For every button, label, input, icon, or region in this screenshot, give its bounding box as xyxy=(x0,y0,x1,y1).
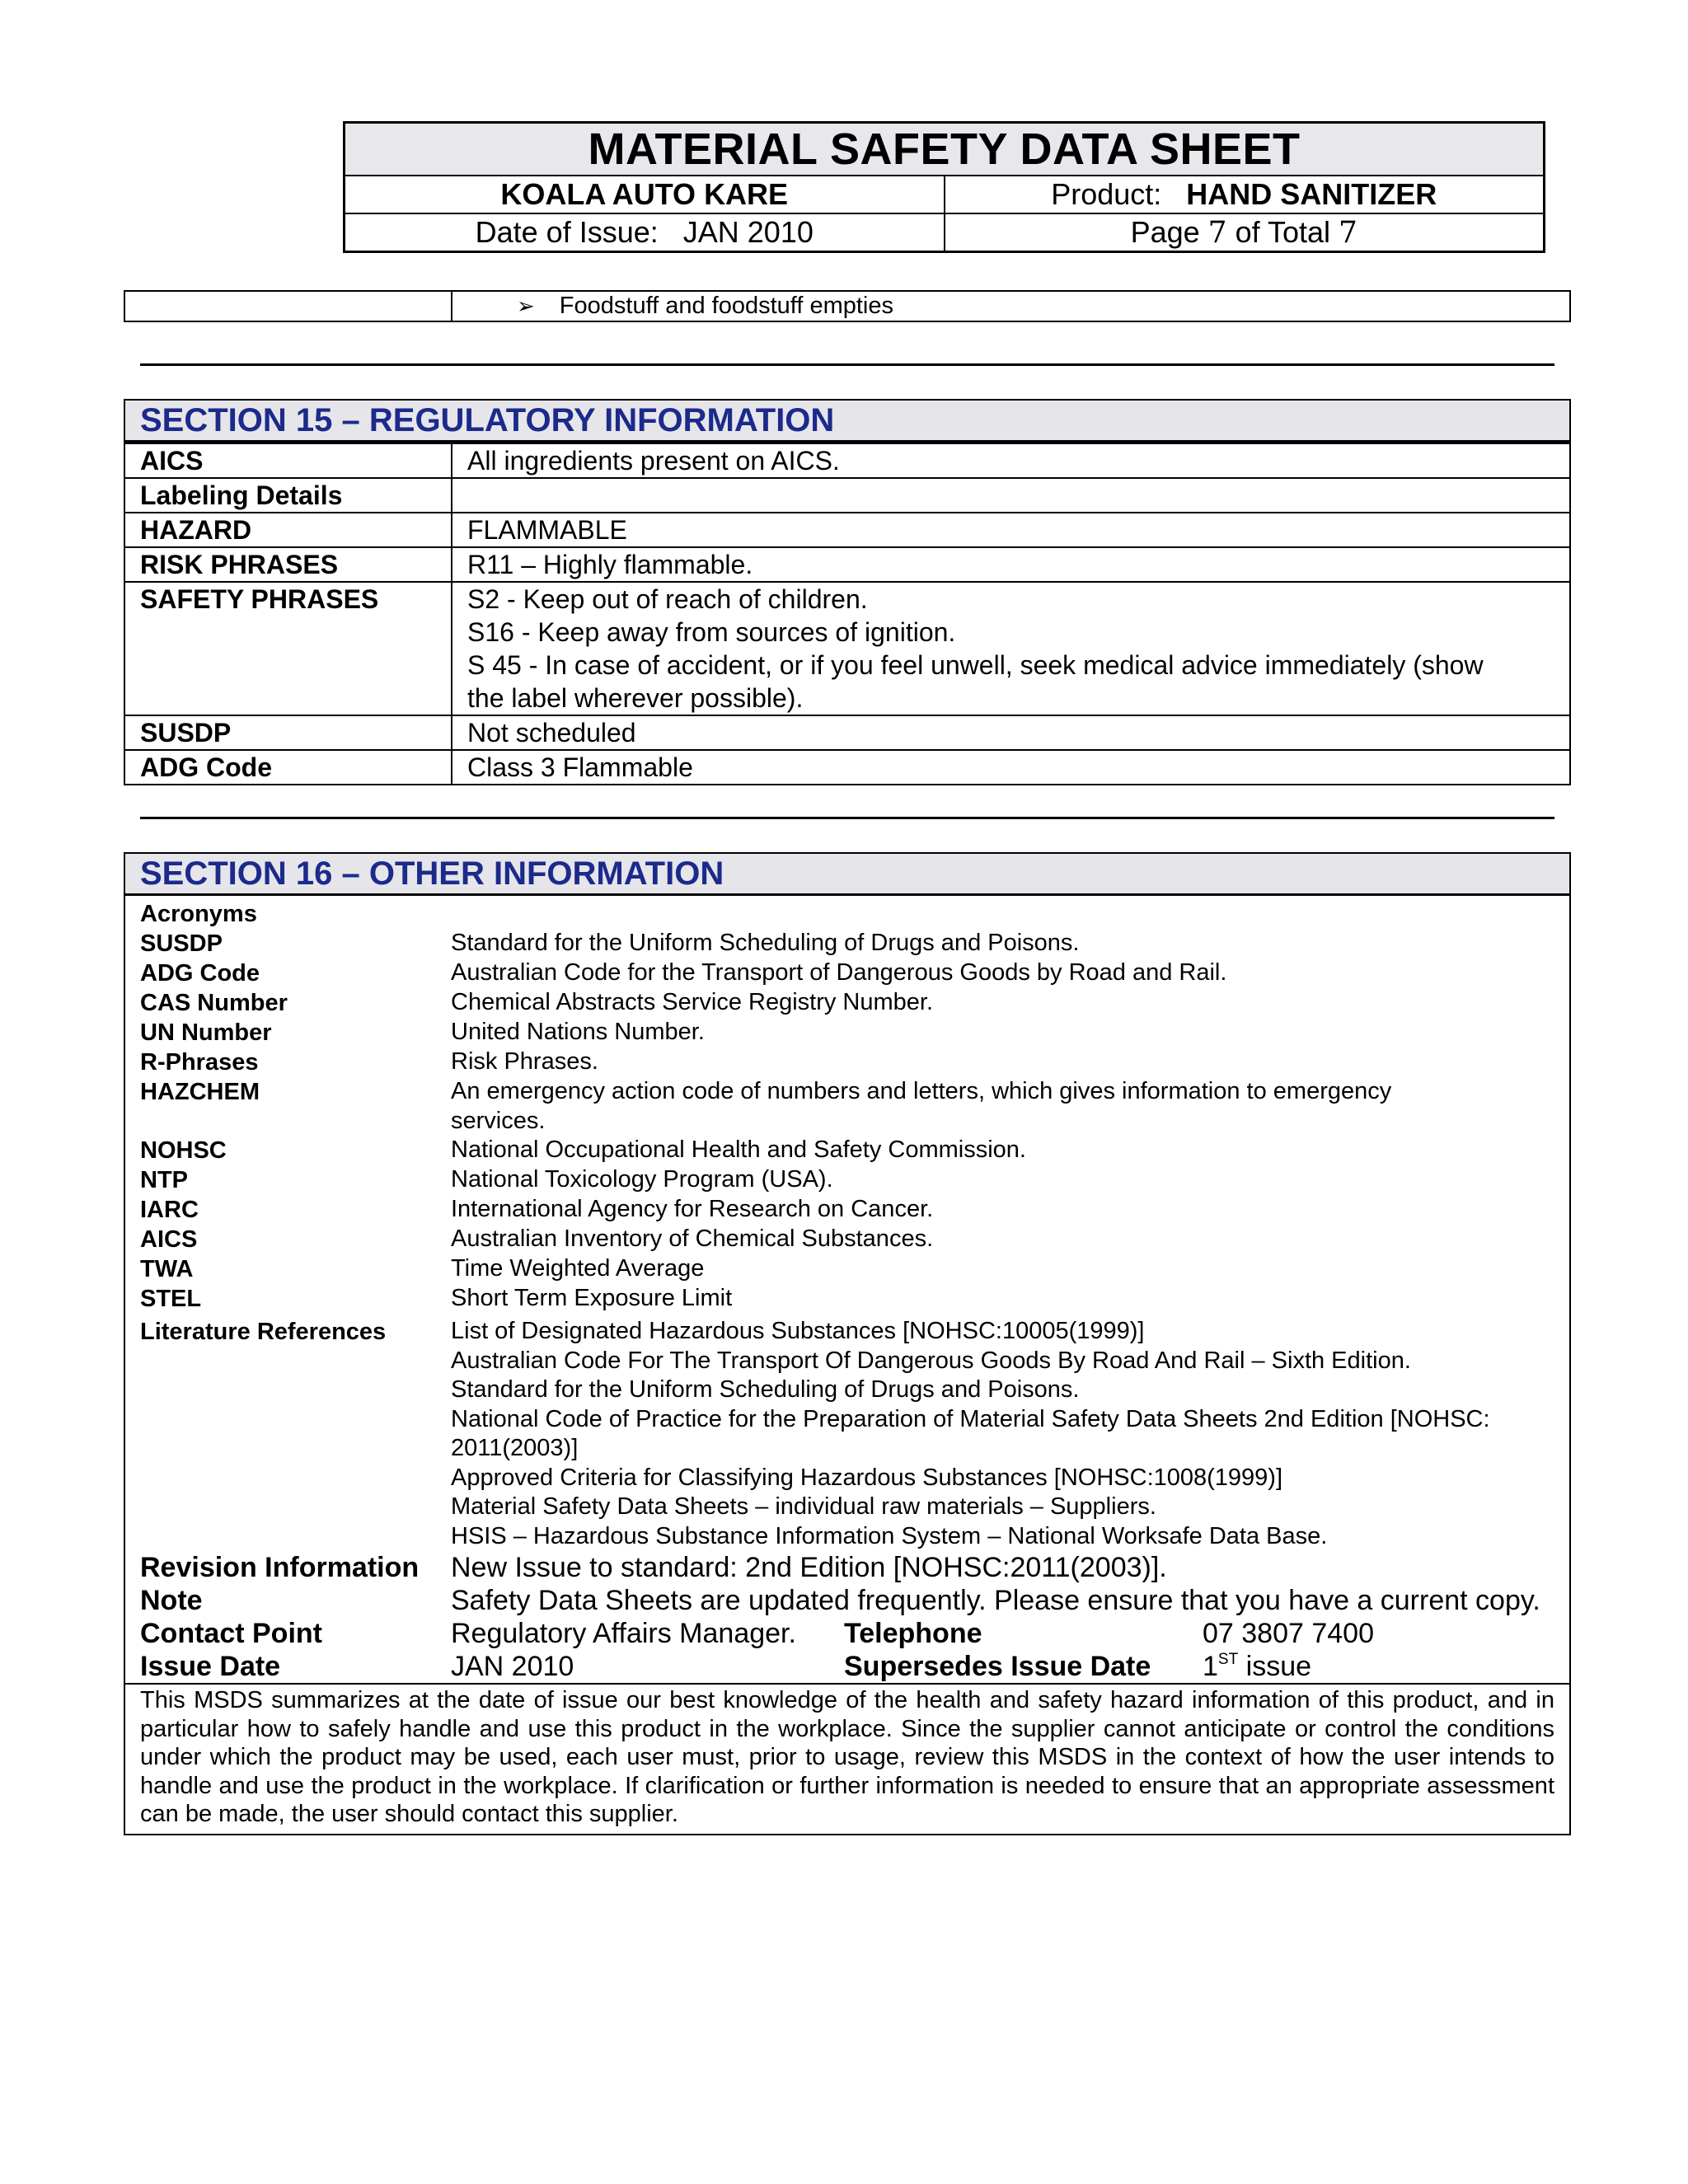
table-row xyxy=(125,715,1569,749)
list-item: TWA Time Weighted Average xyxy=(140,1255,705,1282)
row-value: Not scheduled xyxy=(451,716,1569,749)
row-value: FLAMMABLE xyxy=(451,513,1569,546)
table-row xyxy=(125,581,1569,715)
literature-references: Literature References List of Designated Hazardous Substances [NOHSC:10005(1999)] Australian Code For The Transport Of Dangerous Goods By Road And Rail – Sixth Edition. Standard for the Uniform Scheduling of Drugs and Poisons. National Code of Practice for the Preparation of Material Safety Data Sheets 2nd Edition [NOHSC: 2011(2003)] Approved Criteria for Classifying Hazardous Substances [NOHSC:1008(1999)] Material Safety Data Sheets – individual raw materials – Suppliers. HSIS – Hazardous Substance Information System – National Worksafe Data Base. xyxy=(140,1317,1554,1551)
product-cell xyxy=(944,176,1544,213)
list-item: NTP National Toxicology Program (USA). xyxy=(140,1166,833,1193)
row-label: HAZARD xyxy=(140,515,252,545)
literature-label: Literature References xyxy=(140,1319,387,1345)
carryover-cell xyxy=(451,292,1569,321)
list-item: SUSDP Standard for the Uniform Scheduling of Drugs and Poisons. xyxy=(140,930,1080,957)
page-number: 7 xyxy=(1207,216,1227,250)
table-row xyxy=(125,546,1569,581)
table-row xyxy=(125,749,1569,784)
product-name: HAND SANITIZER xyxy=(1186,177,1437,211)
list-item xyxy=(140,899,1554,929)
header-row-company xyxy=(345,176,1543,214)
section-15-heading: SECTION 15 – REGULATORY INFORMATION xyxy=(125,401,1569,443)
carryover-text: Foodstuff and foodstuff empties xyxy=(559,293,893,319)
row-label: RISK PHRASES xyxy=(140,550,339,579)
list-item: ADG Code Australian Code for the Transport of Dangerous Goods by Road and Rail. xyxy=(140,959,1227,987)
row-value: R11 – Highly flammable. xyxy=(451,548,1569,581)
list-item: IARC International Agency for Research on Cancer. xyxy=(140,1196,934,1223)
section-16-table xyxy=(124,852,1571,1835)
supersedes-value: 1ST issue xyxy=(1203,1651,1312,1682)
date-of-issue-label: Date of Issue: xyxy=(475,215,659,249)
page-mid: of Total xyxy=(1235,215,1330,249)
section-15-table xyxy=(124,399,1571,785)
company-name: KOALA AUTO KARE xyxy=(500,177,789,211)
table-row xyxy=(125,292,1569,321)
section-16-body xyxy=(125,896,1569,1683)
disclaimer: This MSDS summarizes at the date of issue our best knowledge of the health and safety hazard information of this product, and in particular how to safely handle and use this product in the workplace. Since the supplier cannot anticipate or control the conditions under which the product may be used, each user must, prior to usage, review this MSDS in the context of how the user intends to handle and use the product in the workplace. If clarification or further information is needed to ensure that an appropriate assessment can be made, the user should contact this supplier. xyxy=(125,1683,1569,1834)
page-total: 7 xyxy=(1339,216,1357,250)
row-label: ADG Code xyxy=(140,752,272,782)
row-label: SAFETY PHRASES xyxy=(140,584,379,614)
table-row xyxy=(125,443,1569,477)
table-row xyxy=(125,512,1569,546)
row-value: All ingredients present on AICS. xyxy=(451,444,1569,477)
list-item: R-Phrases Risk Phrases. xyxy=(140,1048,598,1076)
revision-information: Revision Information New Issue to standard: 2nd Edition [NOHSC:2011(2003)]. xyxy=(140,1552,1167,1583)
document-header xyxy=(343,121,1545,253)
table-row xyxy=(125,477,1569,512)
contact-point: Contact Point Regulatory Affairs Manager. Telephone 07 3807 7400 xyxy=(140,1618,1374,1649)
divider xyxy=(140,817,1554,819)
note: Note Safety Data Sheets are updated frequently. Please ensure that you have a current copy. xyxy=(140,1585,1540,1616)
row-label: Labeling Details xyxy=(140,480,343,510)
telephone-value: 07 3807 7400 xyxy=(1203,1618,1374,1649)
row-value: S2 - Keep out of reach of children. S16 - Keep away from sources of ignition. S 45 - In case of accident, or if you feel unwell, seek medical advice immediately (show the label wherever possible). xyxy=(451,583,1569,715)
date-of-issue-cell xyxy=(345,214,944,251)
carryover-table xyxy=(124,290,1571,322)
row-value: Class 3 Flammable xyxy=(451,751,1569,784)
list-item: UN Number United Nations Number. xyxy=(140,1019,705,1046)
divider xyxy=(140,363,1554,366)
section-16-heading: SECTION 16 – OTHER INFORMATION xyxy=(125,854,1569,896)
date-of-issue-value: JAN 2010 xyxy=(682,215,814,249)
list-item: AICS Australian Inventory of Chemical Substances. xyxy=(140,1226,934,1253)
header-row-date xyxy=(345,214,1543,251)
list-item: STEL Short Term Exposure Limit xyxy=(140,1285,733,1312)
row-label: AICS xyxy=(140,446,204,476)
list-item: NOHSC National Occupational Health and Safety Commission. xyxy=(140,1137,1026,1164)
arrow-bullet-icon: ➢ xyxy=(517,293,535,318)
issue-date: Issue Date JAN 2010 Supersedes Issue Date 1ST issue xyxy=(140,1651,1312,1682)
row-value xyxy=(451,479,1569,512)
page-prefix: Page xyxy=(1130,215,1200,249)
row-label: SUSDP xyxy=(140,718,232,748)
acronyms-label: Acronyms xyxy=(140,901,257,927)
list-item: HAZCHEM An emergency action code of numbers and letters, which gives information to emergency services. xyxy=(140,1078,1392,1134)
document-title: MATERIAL SAFETY DATA SHEET xyxy=(345,124,1543,176)
product-label: Product: xyxy=(1051,177,1162,211)
list-item: CAS Number Chemical Abstracts Service Registry Number. xyxy=(140,989,934,1016)
page-number-cell xyxy=(944,214,1544,251)
